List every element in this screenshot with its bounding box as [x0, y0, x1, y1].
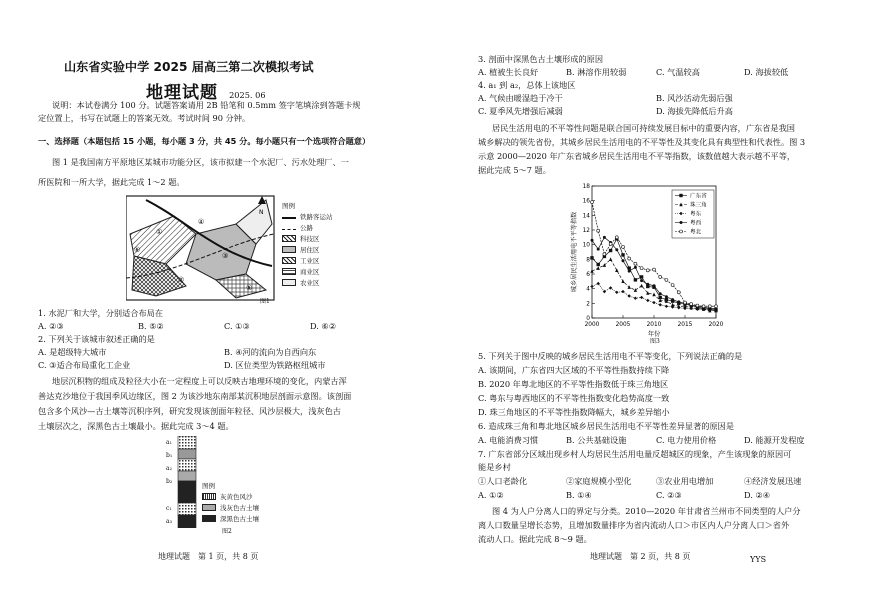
chart-x-label: 年份 — [647, 331, 661, 338]
point-circle — [677, 300, 680, 303]
legend-label: 广东省 — [690, 193, 707, 200]
intro3-line-2: 城乡解决的领先省份，其城乡居民生活用电的不平等性及其变化具有典型性和代表性。图 3 — [478, 137, 806, 147]
exam-note-1: 说明：本试卷满分 100 分。试题答案请用 2B 铅笔和 0.5mm 签字笔填涂到答题卡规 — [52, 100, 361, 110]
point-diamond — [590, 285, 593, 288]
point-triangle — [640, 284, 643, 288]
q6-option-d: D. 能源开发程度 — [744, 435, 805, 445]
intro4-line-1: 图 4 为人户分离人口的界定与分类。2010—2020 年甘肃省兰州市不同类型的人户分 — [492, 506, 801, 516]
point-circle-open — [609, 242, 612, 245]
point-circle — [622, 259, 625, 262]
point-circle-open — [702, 305, 705, 308]
q5-option-d: D. 珠三角地区的不平等性指数降幅大，城乡差异缩小 — [478, 407, 670, 417]
y-tick-label: 2 — [586, 301, 590, 308]
left-page — [38, 0, 448, 611]
intro2-line-4: 土壤层次之，深黑色古土壤最小。据此完成 3～4 题。 — [38, 421, 234, 431]
y-tick-label: 4 — [586, 286, 590, 293]
legend-title-2: 图例 — [202, 482, 215, 490]
chart-y-label: 城乡居民生活用电不平等指数 — [571, 211, 578, 293]
figure-3-caption: 图3 — [650, 338, 660, 345]
q1-option-d: D. ⑥② — [310, 321, 337, 331]
layer-label-b2: b₂ — [166, 478, 173, 485]
point-circle-open — [591, 201, 594, 204]
figure-2-legend — [202, 480, 259, 524]
point-circle-open — [615, 236, 618, 239]
right-page — [478, 0, 850, 611]
point-circle-open — [646, 269, 649, 272]
q3-option-b: B. 淋溶作用较弱 — [566, 67, 627, 77]
q2-option-a: A. 是超级特大城市 — [38, 347, 107, 357]
q7-stem-2: 能是乡村 — [478, 462, 511, 472]
point-circle — [680, 221, 683, 224]
q7-item-1: ①人口老龄化 — [478, 476, 528, 486]
point-circle-open — [690, 303, 693, 306]
legend-sand: 灰黄色风沙 — [202, 491, 259, 502]
label-3: ③ — [222, 252, 229, 260]
q5-option-c: C. 粤东与粤西地区的不平等性指数变化趋势高度一致 — [478, 393, 670, 403]
layer-label-b1: b₁ — [166, 452, 173, 459]
point-diamond — [603, 290, 606, 293]
figure-2 — [166, 436, 286, 536]
q6-option-a: A. 电能消费习惯 — [478, 435, 539, 445]
intro1-line-1: 图 1 是我国南方平原地区某城市功能分区，该市拟建一个水泥厂、污水处理厂、一 — [52, 157, 349, 167]
point-circle — [628, 270, 631, 273]
point-diamond — [652, 301, 655, 304]
legend-label: 粤北 — [690, 229, 702, 236]
y-tick-label: 12 — [582, 228, 590, 234]
figure-2-caption: 图2 — [222, 528, 232, 535]
q4-option-d: D. 海拔先降低后升高 — [656, 106, 733, 116]
point-square — [590, 256, 593, 259]
intro2-line-1: 地层沉积物的组成及粒径大小在一定程度上可以反映古地理环境的变化，内蒙古浑 — [52, 376, 347, 386]
legend-railway-station: 铁路客运站 — [282, 211, 333, 222]
x-tick-label: 2000 — [584, 322, 600, 328]
exam-title: 山东省实验中学 2025 届高三第二次模拟考试 — [64, 60, 314, 74]
point-circle — [615, 248, 618, 251]
point-circle-open — [653, 268, 656, 271]
legend-commercial-zone: 商业区 — [282, 266, 333, 277]
x-tick-label: 2005 — [615, 322, 631, 328]
point-diamond — [621, 290, 624, 293]
point-diamond — [677, 306, 680, 309]
point-circle-open — [622, 245, 625, 248]
q5-option-a: A. 该期间，广东省四大区域的不平等性指数持续下降 — [478, 365, 670, 375]
point-diamond — [659, 303, 662, 306]
point-circle-open — [715, 305, 718, 308]
point-circle-open — [671, 284, 674, 287]
layer-label-a1: a₁ — [166, 439, 172, 446]
legend-agricultural-zone: 农业区 — [282, 277, 333, 288]
point-diamond — [665, 305, 668, 308]
q1-option-a: A. ②③ — [38, 321, 64, 331]
point-triangle — [652, 293, 655, 297]
intro3-line-1: 居民生活用电的不平等性问题是联合国可持续发展目标中的重要内容，广东省是我国 — [492, 123, 795, 133]
q5-stem: 5. 下列关于图中反映的城乡居民生活用电不平等变化，下列说法正确的是 — [478, 351, 743, 361]
x-tick-label: 2010 — [646, 322, 662, 328]
legend-residential-zone: 居住区 — [282, 244, 333, 255]
point-circle — [603, 236, 606, 239]
q5-option-b: B. 2020 年粤北地区的不平等性指数低于珠三角地区 — [478, 379, 669, 389]
series-line — [592, 237, 716, 308]
figure-1 — [126, 194, 346, 306]
q7-option-a: A. ①② — [478, 490, 504, 500]
layer-label-a2: a₂ — [166, 465, 172, 472]
point-diamond — [609, 286, 612, 289]
legend-light-soil: 浅灰色古土壤 — [202, 502, 259, 513]
label-6: ⑥ — [134, 246, 141, 254]
corner-mark: YYS — [750, 555, 767, 564]
q3-option-d: D. 海拔较低 — [744, 67, 789, 77]
legend-industrial-zone: 工业区 — [282, 255, 333, 266]
q6-option-c: C. 电力使用价格 — [656, 435, 717, 445]
q7-option-c: C. ②③ — [656, 490, 682, 500]
point-square — [597, 263, 600, 266]
q4-stem: 4. a₁ 到 a₂，总体上该地区 — [478, 80, 576, 90]
q7-item-2: ②家庭规模小型化 — [566, 476, 632, 486]
point-circle-open — [696, 304, 699, 307]
q7-item-3: ③农业用电增加 — [656, 476, 714, 486]
y-tick-label: 16 — [582, 198, 590, 205]
layer-labels — [166, 436, 172, 528]
q7-item-4: ④经济发展迅速 — [744, 476, 802, 486]
point-circle-open — [597, 229, 600, 232]
q4-option-b: B. 风沙活动先弱后强 — [656, 93, 733, 103]
point-circle — [671, 298, 674, 301]
point-triangle — [634, 288, 637, 292]
layer-label-a3: a₃ — [166, 518, 172, 525]
subject-title: 地理试题 — [146, 83, 218, 103]
point-circle — [640, 279, 643, 282]
point-triangle — [590, 269, 593, 273]
point-square — [621, 253, 624, 256]
x-tick-label: 2015 — [677, 322, 693, 328]
right-footer: 地理试题 第 2 页，共 8 页 — [590, 552, 691, 561]
q2-option-c: C. ③适合布局重化工企业 — [38, 360, 131, 370]
y-tick-label: 10 — [582, 242, 590, 249]
legend-title: 图例 — [282, 202, 295, 210]
q1-option-c: C. ①③ — [224, 321, 250, 331]
point-circle — [634, 266, 637, 269]
section-heading: 一、选择题（本题包括 15 小题，每小题 3 分，共 45 分。每小题只有一个选项符合题意） — [38, 136, 371, 146]
q2-option-d: D. 区位类型为铁路枢纽城市 — [224, 360, 326, 370]
point-diamond — [634, 297, 637, 300]
q6-option-b: B. 公共基础设施 — [566, 435, 627, 445]
q3-option-a: A. 植被生长良好 — [478, 67, 539, 77]
intro2-line-2: 善达克沙地位于我国季风边缘区，图 2 为该沙地东南部某沉积地层剖面示意图。该剖面 — [38, 391, 352, 401]
intro3-line-4: 据此完成 5～7 题。 — [478, 165, 551, 175]
label-1: ① — [156, 228, 163, 236]
q3-option-c: C. 气温较高 — [656, 67, 700, 77]
point-circle — [665, 295, 668, 298]
y-tick-label: 6 — [586, 272, 590, 278]
q2-stem: 2. 下列关于该城市叙述正确的是 — [38, 334, 155, 344]
point-circle — [591, 239, 594, 242]
series-4 — [591, 236, 718, 310]
q4-option-c: C. 夏季风先增强后减弱 — [478, 106, 563, 116]
chart-legend — [672, 190, 714, 238]
legend-tech-zone: 科技区 — [282, 233, 333, 244]
figure-3-chart — [568, 180, 728, 340]
intro4-line-3: 流动人口。据此完成 8～9 题。 — [478, 534, 592, 544]
figure-1-caption: 图1 — [260, 298, 270, 305]
exam-note-2: 定位置上，书写在试题上的答案无效。考试时间 90 分钟。 — [38, 113, 251, 123]
point-circle-open — [628, 257, 631, 260]
point-circle — [646, 283, 649, 286]
label-2: ② — [178, 276, 185, 284]
point-circle-open — [680, 230, 683, 233]
point-circle-open — [659, 275, 662, 278]
legend-label: 粤西 — [690, 220, 702, 227]
q7-option-b: B. ①④ — [566, 490, 592, 500]
q3-stem: 3. 剖面中深黑色古土壤形成的原因 — [478, 54, 604, 64]
legend-label: 珠三角 — [690, 202, 707, 209]
legend-label: 粤东 — [690, 211, 702, 218]
point-square — [609, 249, 612, 252]
q1-stem: 1. 水泥厂和大学，分别适合布局在 — [38, 308, 164, 318]
x-tick-label: 2020 — [708, 322, 724, 328]
intro2-line-3: 包含多个风沙—古土壤等沉积序列，研究发现该剖面年粒径、风沙层极大，浅灰色古 — [38, 406, 341, 416]
legend-highway: 公路 — [282, 222, 333, 233]
point-circle-open — [684, 301, 687, 304]
left-footer: 地理试题 第 1 页，共 8 页 — [158, 552, 259, 561]
q7-option-d: D. ②④ — [744, 490, 771, 500]
figure-1-legend — [282, 200, 333, 288]
point-circle — [597, 248, 600, 251]
point-circle-open — [708, 305, 711, 308]
q6-stem: 6. 造成珠三角和粤北地区城乡居民生活用电不平等性差异显著的原因是 — [478, 421, 735, 431]
point-circle-open — [640, 267, 643, 270]
q4-option-a: A. 气候由暖湿趋于冷干 — [478, 93, 563, 103]
q7-stem: 7. 广东省部分区域出现乡村人均居民生活用电量反超城区的现象，产生该现象的原因可 — [478, 449, 792, 459]
svg-text:N: N — [259, 209, 264, 216]
point-circle — [653, 284, 656, 287]
point-triangle — [597, 266, 600, 270]
point-circle — [659, 292, 662, 295]
y-tick-label: 14 — [582, 213, 590, 220]
intro1-line-2: 所医院和一所大学，据此完成 1～2 题。 — [38, 177, 185, 187]
point-circle-open — [677, 291, 680, 294]
point-circle-open — [665, 278, 668, 281]
y-tick-label: 8 — [586, 257, 590, 264]
point-triangle — [609, 257, 612, 261]
point-diamond — [640, 296, 643, 299]
y-tick-label: 18 — [582, 184, 590, 190]
point-circle-open — [603, 253, 606, 256]
layer-label-c1: c₁ — [166, 505, 172, 512]
label-4: ④ — [198, 218, 205, 226]
label-5: ⑤ — [246, 284, 253, 292]
legend-dark-soil: 深黑色古土壤 — [202, 513, 259, 524]
sediment-column — [176, 436, 198, 528]
y-tick-label: 0 — [586, 316, 590, 322]
intro4-line-2: 离人口数量呈增长态势，且增加数量排序为省内流动人口＞市区内人户分离人口＞省外 — [478, 520, 790, 530]
point-circle-open — [634, 262, 637, 265]
series-1 — [590, 237, 717, 312]
exam-date: 2025. 06 — [229, 90, 266, 100]
point-diamond — [646, 299, 649, 302]
point-square — [679, 194, 682, 197]
q2-option-b: B. ④河的流向为自西向东 — [224, 347, 317, 357]
point-square — [634, 278, 637, 281]
q1-option-b: B. ⑤② — [138, 321, 164, 331]
intro3-line-3: 示意 2000—2020 年广东省城乡居民生活用电不平等指数，该数值越大表示越不平等， — [478, 151, 796, 161]
